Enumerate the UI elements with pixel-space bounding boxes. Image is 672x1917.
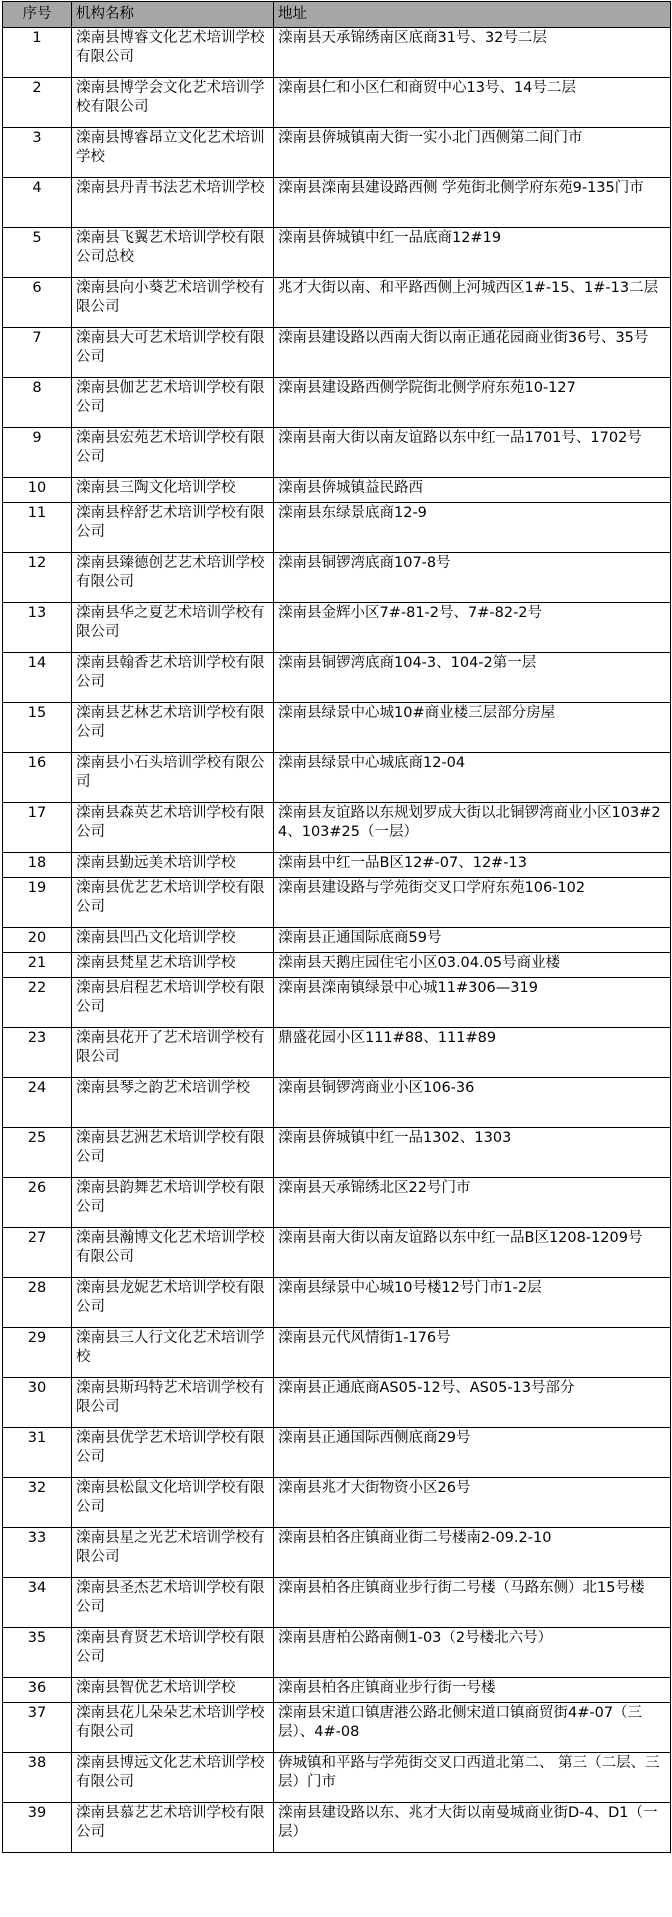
address-cell: 滦南县绿景中心城10#商业楼三层部分房屋 bbox=[274, 703, 671, 753]
address-cell: 兆才大街以南、和平路西侧上河城西区1#-15、1#-13二层 bbox=[274, 278, 671, 328]
org-name-cell: 滦南县宏苑艺术培训学校有限公司 bbox=[72, 428, 274, 478]
header-address: 地址 bbox=[274, 2, 671, 28]
row-number: 12 bbox=[3, 553, 72, 603]
row-number: 35 bbox=[3, 1628, 72, 1678]
org-name-cell: 滦南县花开了艺术培训学校有限公司 bbox=[72, 1028, 274, 1078]
org-name-cell: 滦南县飞翼艺术培训学校有限公司总校 bbox=[72, 228, 274, 278]
table-row bbox=[3, 553, 671, 603]
org-name-cell: 滦南县小石头培训学校有限公司 bbox=[72, 753, 274, 803]
address-cell: 滦南县铜锣湾底商107-8号 bbox=[274, 553, 671, 603]
address-cell: 滦南县天承锦绣北区22号门市 bbox=[274, 1178, 671, 1228]
row-number: 26 bbox=[3, 1178, 72, 1228]
address-cell: 滦南县仁和小区仁和商贸中心13号、14号二层 bbox=[274, 78, 671, 128]
table-row bbox=[3, 1078, 671, 1128]
row-number: 27 bbox=[3, 1228, 72, 1278]
table-row bbox=[3, 1378, 671, 1428]
address-cell: 滦南县天承锦绣南区底商31号、32号二层 bbox=[274, 28, 671, 78]
table-row bbox=[3, 603, 671, 653]
table-row bbox=[3, 178, 671, 228]
row-number: 25 bbox=[3, 1128, 72, 1178]
org-name-cell: 滦南县艺林艺术培训学校有限公司 bbox=[72, 703, 274, 753]
table-row bbox=[3, 78, 671, 128]
address-cell: 滦南县柏各庄镇商业街二号楼南2-09.2-10 bbox=[274, 1528, 671, 1578]
org-name-cell: 滦南县优学艺术培训学校有限公司 bbox=[72, 1428, 274, 1478]
row-number: 34 bbox=[3, 1578, 72, 1628]
table-row bbox=[3, 928, 671, 953]
org-name-cell: 滦南县瀚博文化艺术培训学校有限公司 bbox=[72, 1228, 274, 1278]
address-cell: 滦南县金辉小区7#-81-2号、7#-82-2号 bbox=[274, 603, 671, 653]
org-name-cell: 滦南县博远文化艺术培训学校有限公司 bbox=[72, 1753, 274, 1803]
row-number: 15 bbox=[3, 703, 72, 753]
row-number: 38 bbox=[3, 1753, 72, 1803]
org-name-cell: 滦南县三人行文化艺术培训学校 bbox=[72, 1328, 274, 1378]
address-cell: 滦南县友谊路以东规划罗成大街以北铜锣湾商业小区103#24、103#25（一层） bbox=[274, 803, 671, 853]
org-name-cell: 滦南县伽艺艺术培训学校有限公司 bbox=[72, 378, 274, 428]
org-name-cell: 滦南县三陶文化培训学校 bbox=[72, 478, 274, 503]
org-name-cell: 滦南县大可艺术培训学校有限公司 bbox=[72, 328, 274, 378]
row-number: 37 bbox=[3, 1703, 72, 1753]
table-row bbox=[3, 1478, 671, 1528]
org-name-cell: 滦南县星之光艺术培训学校有限公司 bbox=[72, 1528, 274, 1578]
row-number: 5 bbox=[3, 228, 72, 278]
row-number: 30 bbox=[3, 1378, 72, 1428]
org-name-cell: 滦南县臻德创艺艺术培训学校有限公司 bbox=[72, 553, 274, 603]
row-number: 10 bbox=[3, 478, 72, 503]
table-row bbox=[3, 1178, 671, 1228]
org-name-cell: 滦南县艺洲艺术培训学校有限公司 bbox=[72, 1128, 274, 1178]
row-number: 31 bbox=[3, 1428, 72, 1478]
address-cell: 滦南县天鹅庄园住宅小区03.04.05号商业楼 bbox=[274, 953, 671, 978]
table-row bbox=[3, 478, 671, 503]
address-cell: 滦南县铜锣湾商业小区106-36 bbox=[274, 1078, 671, 1128]
org-name-cell: 滦南县向小葵艺术培训学校有限公司 bbox=[72, 278, 274, 328]
table-row bbox=[3, 1428, 671, 1478]
row-number: 6 bbox=[3, 278, 72, 328]
org-name-cell: 滦南县翰香艺术培训学校有限公司 bbox=[72, 653, 274, 703]
table-row bbox=[3, 853, 671, 878]
table-row bbox=[3, 953, 671, 978]
address-cell: 滦南县正通国际西侧底商29号 bbox=[274, 1428, 671, 1478]
org-name-cell: 滦南县育贤艺术培训学校有限公司 bbox=[72, 1628, 274, 1678]
row-number: 21 bbox=[3, 953, 72, 978]
row-number: 4 bbox=[3, 178, 72, 228]
address-cell: 倴城镇和平路与学苑街交叉口西道北第二、 第三（二层、三层）门市 bbox=[274, 1753, 671, 1803]
table-row bbox=[3, 703, 671, 753]
table-row bbox=[3, 328, 671, 378]
org-name-cell: 滦南县韵舞艺术培训学校有限公司 bbox=[72, 1178, 274, 1228]
row-number: 29 bbox=[3, 1328, 72, 1378]
row-number: 18 bbox=[3, 853, 72, 878]
organization-table bbox=[2, 1, 671, 1853]
table-row bbox=[3, 803, 671, 853]
table-row bbox=[3, 128, 671, 178]
org-name-cell: 滦南县优艺艺术培训学校有限公司 bbox=[72, 878, 274, 928]
table-row bbox=[3, 1528, 671, 1578]
org-name-cell: 滦南县琴之韵艺术培训学校 bbox=[72, 1078, 274, 1128]
header-org-name: 机构名称 bbox=[72, 2, 274, 28]
table-header bbox=[3, 2, 671, 28]
table-row bbox=[3, 278, 671, 328]
row-number: 16 bbox=[3, 753, 72, 803]
table-row bbox=[3, 1678, 671, 1703]
org-name-cell: 滦南县凹凸文化培训学校 bbox=[72, 928, 274, 953]
table-body bbox=[3, 28, 671, 1853]
org-name-cell: 滦南县华之夏艺术培训学校有限公司 bbox=[72, 603, 274, 653]
address-cell: 滦南县建设路与学苑街交叉口学府东苑106-102 bbox=[274, 878, 671, 928]
table-row bbox=[3, 1628, 671, 1678]
org-name-cell: 滦南县启程艺术培训学校有限公司 bbox=[72, 978, 274, 1028]
address-cell: 滦南县滦南县建设路西侧 学苑街北侧学府东苑9-135门市 bbox=[274, 178, 671, 228]
row-number: 9 bbox=[3, 428, 72, 478]
org-name-cell: 滦南县勤远美术培训学校 bbox=[72, 853, 274, 878]
address-cell: 滦南县正通底商AS05-12号、AS05-13号部分 bbox=[274, 1378, 671, 1428]
address-cell: 滦南县绿景中心城底商12-04 bbox=[274, 753, 671, 803]
table-row bbox=[3, 1128, 671, 1178]
org-name-cell: 滦南县博睿文化艺术培训学校有限公司 bbox=[72, 28, 274, 78]
header-number: 序号 bbox=[3, 2, 72, 28]
row-number: 8 bbox=[3, 378, 72, 428]
row-number: 14 bbox=[3, 653, 72, 703]
address-cell: 滦南县南大街以南友谊路以东中红一品1701号、1702号 bbox=[274, 428, 671, 478]
address-cell: 滦南县正通国际底商59号 bbox=[274, 928, 671, 953]
address-cell: 滦南县铜锣湾底商104-3、104-2第一层 bbox=[274, 653, 671, 703]
org-name-cell: 滦南县丹青书法艺术培训学校 bbox=[72, 178, 274, 228]
row-number: 22 bbox=[3, 978, 72, 1028]
org-name-cell: 滦南县森英艺术培训学校有限公司 bbox=[72, 803, 274, 853]
row-number: 11 bbox=[3, 503, 72, 553]
row-number: 24 bbox=[3, 1078, 72, 1128]
org-name-cell: 滦南县智优艺术培训学校 bbox=[72, 1678, 274, 1703]
address-cell: 滦南县兆才大街物资小区26号 bbox=[274, 1478, 671, 1528]
org-name-cell: 滦南县龙妮艺术培训学校有限公司 bbox=[72, 1278, 274, 1328]
table-row bbox=[3, 1028, 671, 1078]
org-name-cell: 滦南县梵星艺术培训学校 bbox=[72, 953, 274, 978]
row-number: 28 bbox=[3, 1278, 72, 1328]
row-number: 1 bbox=[3, 28, 72, 78]
address-cell: 滦南县绿景中心城10号楼12号门市1-2层 bbox=[274, 1278, 671, 1328]
address-cell: 滦南县柏各庄镇商业步行街二号楼（马路东侧）北15号楼 bbox=[274, 1578, 671, 1628]
row-number: 20 bbox=[3, 928, 72, 953]
row-number: 39 bbox=[3, 1803, 72, 1853]
address-cell: 滦南县元代风情街1-176号 bbox=[274, 1328, 671, 1378]
org-name-cell: 滦南县松鼠文化培训学校有限公司 bbox=[72, 1478, 274, 1528]
org-name-cell: 滦南县梓舒艺术培训学校有限公司 bbox=[72, 503, 274, 553]
table-row bbox=[3, 653, 671, 703]
row-number: 7 bbox=[3, 328, 72, 378]
table-row bbox=[3, 753, 671, 803]
row-number: 33 bbox=[3, 1528, 72, 1578]
address-cell: 滦南县唐柏公路南侧1-03（2号楼北六号） bbox=[274, 1628, 671, 1678]
table-row bbox=[3, 1803, 671, 1853]
row-number: 13 bbox=[3, 603, 72, 653]
address-cell: 滦南县东绿景底商12-9 bbox=[274, 503, 671, 553]
table-row bbox=[3, 378, 671, 428]
address-cell: 滦南县倴城镇中红一品底商12#19 bbox=[274, 228, 671, 278]
table-row bbox=[3, 1578, 671, 1628]
table-row bbox=[3, 1228, 671, 1278]
address-cell: 滦南县柏各庄镇商业步行街一号楼 bbox=[274, 1678, 671, 1703]
address-cell: 滦南县建设路以西南大街以南正通花园商业街36号、35号 bbox=[274, 328, 671, 378]
address-cell: 滦南县倴城镇益民路西 bbox=[274, 478, 671, 503]
table-row bbox=[3, 1753, 671, 1803]
address-cell: 滦南县中红一品B区12#-07、12#-13 bbox=[274, 853, 671, 878]
table-row bbox=[3, 978, 671, 1028]
address-cell: 鼎盛花园小区111#88、111#89 bbox=[274, 1028, 671, 1078]
address-cell: 滦南县南大街以南友谊路以东中红一品B区1208-1209号 bbox=[274, 1228, 671, 1278]
address-cell: 滦南县滦南镇绿景中心城11#306—319 bbox=[274, 978, 671, 1028]
address-cell: 滦南县倴城镇南大街一实小北门西侧第二间门市 bbox=[274, 128, 671, 178]
org-name-cell: 滦南县花儿朵朵艺术培训学校有限公司 bbox=[72, 1703, 274, 1753]
table-row bbox=[3, 28, 671, 78]
address-cell: 滦南县建设路西侧学院街北侧学府东苑10-127 bbox=[274, 378, 671, 428]
table-row bbox=[3, 428, 671, 478]
address-cell: 滦南县倴城镇中红一品1302、1303 bbox=[274, 1128, 671, 1178]
row-number: 19 bbox=[3, 878, 72, 928]
table-row bbox=[3, 228, 671, 278]
org-name-cell: 滦南县博睿昂立文化艺术培训学校 bbox=[72, 128, 274, 178]
table-row bbox=[3, 878, 671, 928]
row-number: 36 bbox=[3, 1678, 72, 1703]
table-row bbox=[3, 1328, 671, 1378]
address-cell: 滦南县建设路以东、兆才大街以南曼城商业街D-4、D1（一层） bbox=[274, 1803, 671, 1853]
row-number: 2 bbox=[3, 78, 72, 128]
header-row bbox=[3, 2, 671, 28]
org-name-cell: 滦南县博学会文化艺术培训学校有限公司 bbox=[72, 78, 274, 128]
row-number: 32 bbox=[3, 1478, 72, 1528]
address-cell: 滦南县宋道口镇唐港公路北侧宋道口镇商贸街4#-07（三层）、4#-08 bbox=[274, 1703, 671, 1753]
table-row bbox=[3, 1278, 671, 1328]
table-row bbox=[3, 503, 671, 553]
row-number: 23 bbox=[3, 1028, 72, 1078]
row-number: 3 bbox=[3, 128, 72, 178]
org-name-cell: 滦南县圣杰艺术培训学校有限公司 bbox=[72, 1578, 274, 1628]
org-name-cell: 滦南县慕艺艺术培训学校有限公司 bbox=[72, 1803, 274, 1853]
org-name-cell: 滦南县斯玛特艺术培训学校有限公司 bbox=[72, 1378, 274, 1428]
table-row bbox=[3, 1703, 671, 1753]
row-number: 17 bbox=[3, 803, 72, 853]
